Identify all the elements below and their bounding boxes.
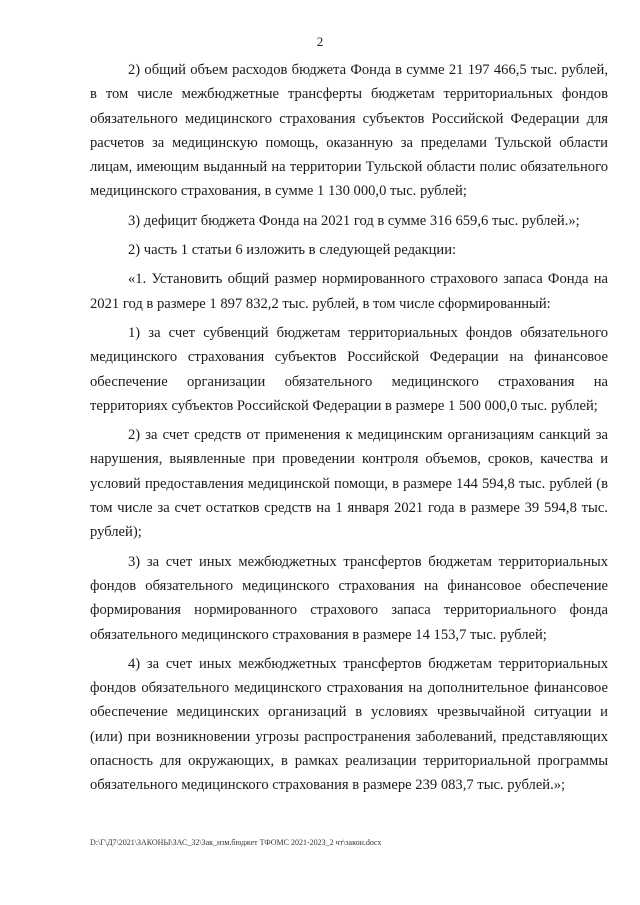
paragraph-reserve-item-1: 1) за счет субвенций бюджетам территориальных фондов обязательного медицинского страхования субъектов Российской Федерации на финансовое обеспечение организации обязательного медицинского страхования на территориях субъектов Российской Федерации в размере 1 500 000,0 тыс. рублей; xyxy=(90,324,608,414)
paragraph-budget-deficit: 3) дефицит бюджета Фонда на 2021 год в сумме 316 659,6 тыс. рублей.»; xyxy=(128,212,580,229)
paragraph-article-6-amendment: 2) часть 1 статьи 6 изложить в следующей редакции: xyxy=(128,242,457,259)
file-path-footer: D:\Г\Д7\2021\ЗАКОНЫ\ЗАС_32\Зак_изм.бюджет ТФОМС 2021-2023_2 чт\закон.docx xyxy=(90,838,382,847)
paragraph-budget-expenses: 2) общий объем расходов бюджета Фонда в сумме 21 197 466,5 тыс. рублей, в том числе межбюджетные трансферты бюджетам территориальных фондов обязательного медицинского страхования субъектов Российской Федерации для расчетов за медицинскую помощь, оказанную за пределами Тульской области лицам, имеющим выданный на территории Тульской области полис обязательного медицинского страхования, в сумме 1 130 000,0 тыс. рублей; xyxy=(90,62,608,200)
paragraph-reserve-item-4: 4) за счет иных межбюджетных трансфертов бюджетам территориальных фондов обязательного медицинского страхования на дополнительное финансовое обеспечение медицинских организаций в условиях чрезвычайной ситуации и (или) при возникновении угрозы распространения заболеваний, представляющих опасность для окружающих, в рамках реализации территориальной программы обязательного медицинского страхования в размере 239 083,7 тыс. рублей.»; xyxy=(90,655,608,794)
paragraph-reserve-item-3: 3) за счет иных межбюджетных трансфертов бюджетам территориальных фондов обязательного медицинского страхования на финансовое обеспечение формирования нормированного страхового запаса территориального фонда обязательного медицинского страхования в размере 14 153,7 тыс. рублей; xyxy=(90,553,608,643)
document-body xyxy=(90,58,608,803)
page-number: 2 xyxy=(316,34,324,49)
paragraph-insurance-reserve: «1. Установить общий размер нормированного страхового запаса Фонда на 2021 год в размере 1 897 832,2 тыс. рублей, в том числе сформированный: xyxy=(90,271,608,312)
paragraph-reserve-item-2: 2) за счет средств от применения к медицинским организациям санкций за нарушения, выявленные при проведении контроля объемов, сроков, качества и условий предоставления медицинской помощи, в размере 144 594,8 тыс. рублей (в том числе за счет остатков средств на 1 января 2021 года в размере 39 594,8 тыс. рублей); xyxy=(90,427,608,541)
